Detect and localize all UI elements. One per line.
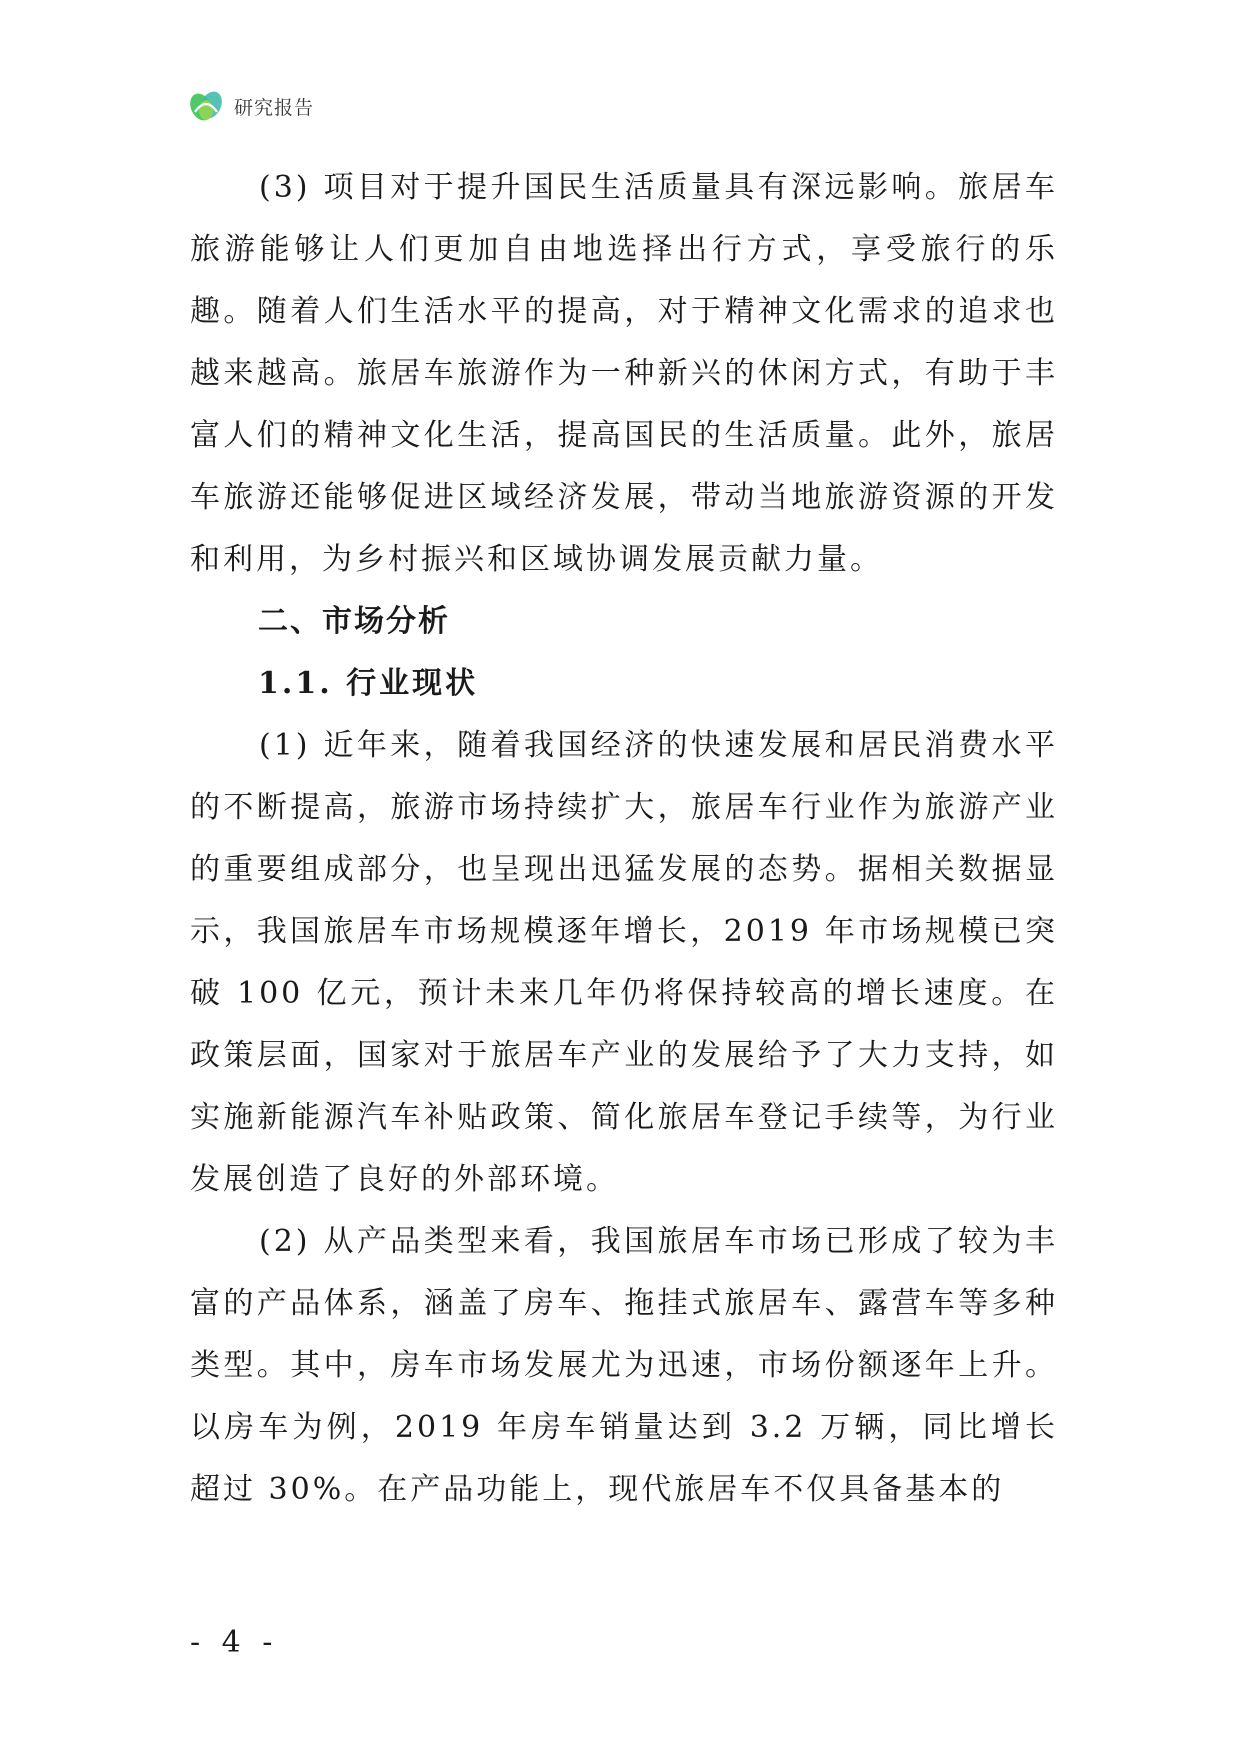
paragraph-2: (2) 从产品类型来看，我国旅居车市场已形成了较为丰富的产品体系，涵盖了房车、拖挂式旅居车、露营车等多种类型。其中，房车市场发展尤为迅速，市场份额逐年上升。以房车为例，2019 年房车销量达到 3.2 万辆，同比增长超过 30%。在产品功能上，现代旅居车不仅具备基本的 [190,1224,1058,1507]
paragraph-1: (1) 近年来，随着我国经济的快速发展和居民消费水平的不断提高，旅游市场持续扩大，旅居车行业作为旅游产业的重要组成部分，也呈现出迅猛发展的态势。据相关数据显示，我国旅居车市场规模逐年增长，2019 年市场规模已突破 100 亿元，预计未来几年仍将保持较高的增长速度。在政策层面，国家对于旅居车产业的发展给予了大力支持，如实施新能源汽车补贴政策、简化旅居车登记手续等，为行业发展创造了良好的外部环境。 [190,728,1058,1197]
leaf-logo-icon [188,88,224,124]
page-number: - 4 - [190,1625,279,1660]
paragraph-3: (3) 项目对于提升国民生活质量具有深远影响。旅居车旅游能够让人们更加自由地选择出行方式，享受旅行的乐趣。随着人们生活水平的提高，对于精神文化需求的追求也越来越高。旅居车旅游作为一种新兴的休闲方式，有助于丰富人们的精神文化生活，提高国民的生活质量。此外，旅居车旅游还能够促进区域经济发展，带动当地旅游资源的开发和利用，为乡村振兴和区域协调发展贡献力量。 [190,170,1058,577]
header-title: 研究报告 [234,96,315,119]
section-heading: 二、市场分析 [258,604,450,639]
page-header [188,86,314,126]
sub-heading: 1.1. 行业现状 [258,666,479,701]
document-body [190,157,1058,1521]
